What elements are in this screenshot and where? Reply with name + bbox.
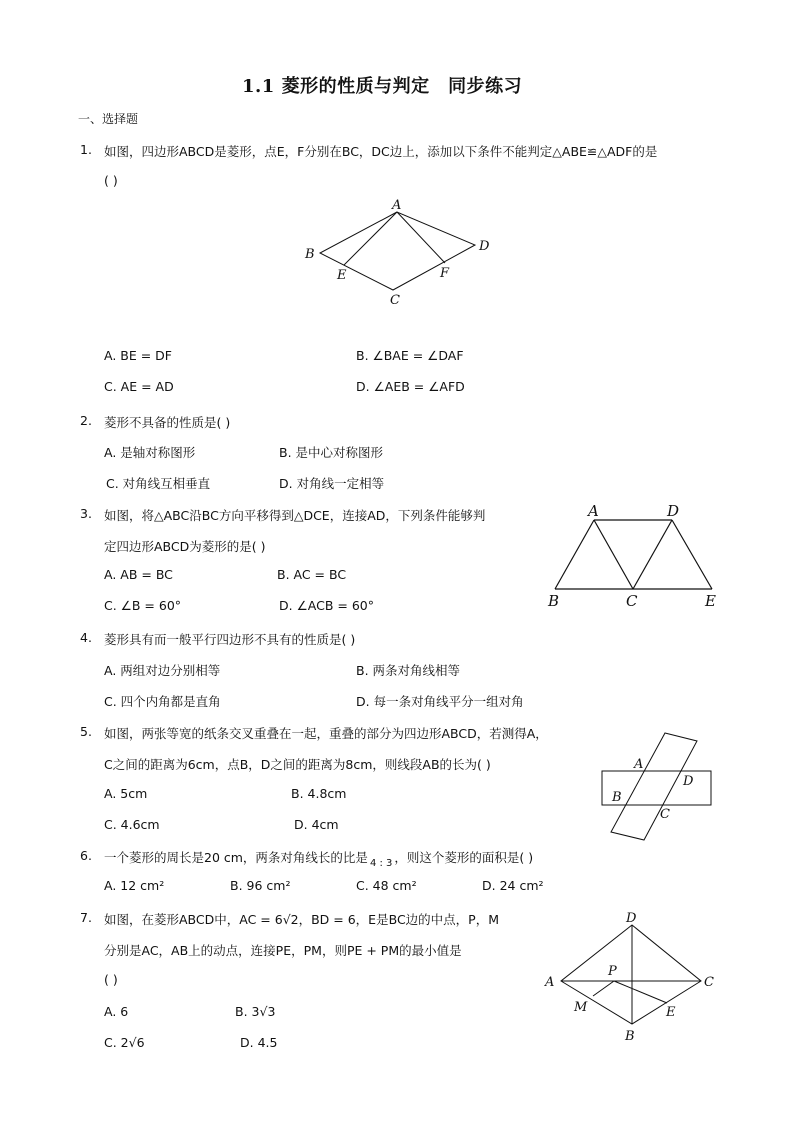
- q3-number: 3.: [80, 506, 92, 521]
- q1-label-c: C: [390, 293, 400, 308]
- q2-stem: 菱形不具备的性质是( ): [104, 415, 231, 430]
- q7-paren: ( ): [104, 972, 118, 987]
- q1-label-e: E: [337, 268, 347, 283]
- q6-stem-part2: ，则这个菱形的面积是( ): [394, 850, 534, 865]
- q5-option-b[interactable]: B. 4.8cm: [291, 786, 347, 801]
- q7-label-p: P: [608, 964, 617, 979]
- q2-option-a[interactable]: A. 是轴对称图形: [104, 445, 196, 460]
- q4-option-a[interactable]: A. 两组对边分别相等: [104, 663, 221, 678]
- q7-label-d: D: [626, 911, 637, 926]
- q1-option-d[interactable]: D. ∠AEB = ∠AFD: [356, 379, 465, 394]
- q7-option-c[interactable]: C. 2√6: [104, 1035, 145, 1050]
- q3-label-e: E: [705, 592, 716, 610]
- q3-label-c: C: [626, 592, 638, 610]
- q7-number: 7.: [80, 910, 92, 925]
- q4-stem: 菱形具有而一般平行四边形不具有的性质是( ): [104, 632, 356, 647]
- q7-stem-cont: 分别是AC，AB上的动点，连接PE，PM，则PE + PM的最小值是: [104, 943, 462, 958]
- q5-option-d[interactable]: D. 4cm: [294, 817, 339, 832]
- q4-option-c[interactable]: C. 四个内角都是直角: [104, 694, 221, 709]
- q7-label-c: C: [704, 975, 714, 990]
- q1-paren: ( ): [104, 173, 118, 188]
- q3-option-c[interactable]: C. ∠B = 60°: [104, 598, 182, 613]
- q5-number: 5.: [80, 724, 92, 739]
- q1-stem: 如图，四边形ABCD是菱形，点E，F分别在BC，DC边上，添加以下条件不能判定△ABE≌△ADF的是: [104, 144, 658, 159]
- q6-number: 6.: [80, 848, 92, 863]
- q3-option-d[interactable]: D. ∠ACB = 60°: [279, 598, 374, 613]
- q1-option-a[interactable]: A. BE = DF: [104, 348, 172, 363]
- q7-label-e: E: [666, 1005, 676, 1020]
- q7-label-b: B: [625, 1029, 635, 1044]
- q5-option-a[interactable]: A. 5cm: [104, 786, 148, 801]
- q7-option-d[interactable]: D. 4.5: [240, 1035, 278, 1050]
- q5-stem-cont: C之间的距离为6cm，点B，D之间的距离为8cm，则线段AB的长为( ): [104, 757, 491, 772]
- q6-option-b[interactable]: B. 96 cm²: [230, 878, 291, 893]
- q7-option-b[interactable]: B. 3√3: [235, 1004, 276, 1019]
- q3-label-b: B: [548, 592, 560, 610]
- q6-option-c[interactable]: C. 48 cm²: [356, 878, 417, 893]
- q5-stem: 如图，两张等宽的纸条交叉重叠在一起，重叠的部分为四边形ABCD，若测得A，: [104, 726, 548, 741]
- q2-option-d[interactable]: D. 对角线一定相等: [279, 476, 385, 491]
- q1-option-b[interactable]: B. ∠BAE = ∠DAF: [356, 348, 464, 363]
- q3-option-b[interactable]: B. AC = BC: [277, 567, 347, 582]
- q1-option-c[interactable]: C. AE = AD: [104, 379, 174, 394]
- q5-option-c[interactable]: C. 4.6cm: [104, 817, 160, 832]
- q1-label-b: B: [305, 247, 315, 262]
- q6-option-a[interactable]: A. 12 cm²: [104, 878, 165, 893]
- section-heading: 一、选择题: [78, 112, 139, 126]
- q7-label-a: A: [545, 975, 555, 990]
- q5-label-b: B: [612, 790, 622, 805]
- q7-label-m: M: [574, 1000, 588, 1015]
- q2-option-b[interactable]: B. 是中心对称图形: [279, 445, 384, 460]
- q4-option-d[interactable]: D. 每一条对角线平分一组对角: [356, 694, 524, 709]
- q4-option-b[interactable]: B. 两条对角线相等: [356, 663, 461, 678]
- q5-label-d: D: [683, 774, 694, 789]
- page-title: 1.1 菱形的性质与判定 同步练习: [242, 76, 523, 97]
- q3-stem-cont: 定四边形ABCD为菱形的是( ): [104, 539, 266, 554]
- q3-label-d: D: [667, 502, 680, 520]
- q5-label-c: C: [660, 807, 670, 822]
- q7-option-a[interactable]: A. 6: [104, 1004, 129, 1019]
- q2-option-c[interactable]: C. 对角线互相垂直: [106, 476, 211, 491]
- q1-number: 1.: [80, 142, 92, 157]
- q2-number: 2.: [80, 413, 92, 428]
- q6-stem-part1: 一个菱形的周长是20 cm，两条对角线长的比是: [104, 850, 368, 865]
- q1-label-f: F: [440, 266, 450, 281]
- q3-option-a[interactable]: A. AB = BC: [104, 567, 173, 582]
- q3-label-a: A: [588, 502, 599, 520]
- q5-label-a: A: [634, 757, 644, 772]
- q6-option-d[interactable]: D. 24 cm²: [482, 878, 544, 893]
- q1-label-d: D: [479, 239, 490, 254]
- q7-stem: 如图，在菱形ABCD中，AC = 6√2，BD = 6，E是BC边的中点，P，M: [104, 912, 499, 927]
- q1-label-a: A: [392, 198, 402, 213]
- q4-number: 4.: [80, 630, 92, 645]
- q6-ratio: 4 : 3: [369, 858, 393, 869]
- q3-stem: 如图，将△ABC沿BC方向平移得到△DCE，连接AD，下列条件能够判: [104, 508, 486, 523]
